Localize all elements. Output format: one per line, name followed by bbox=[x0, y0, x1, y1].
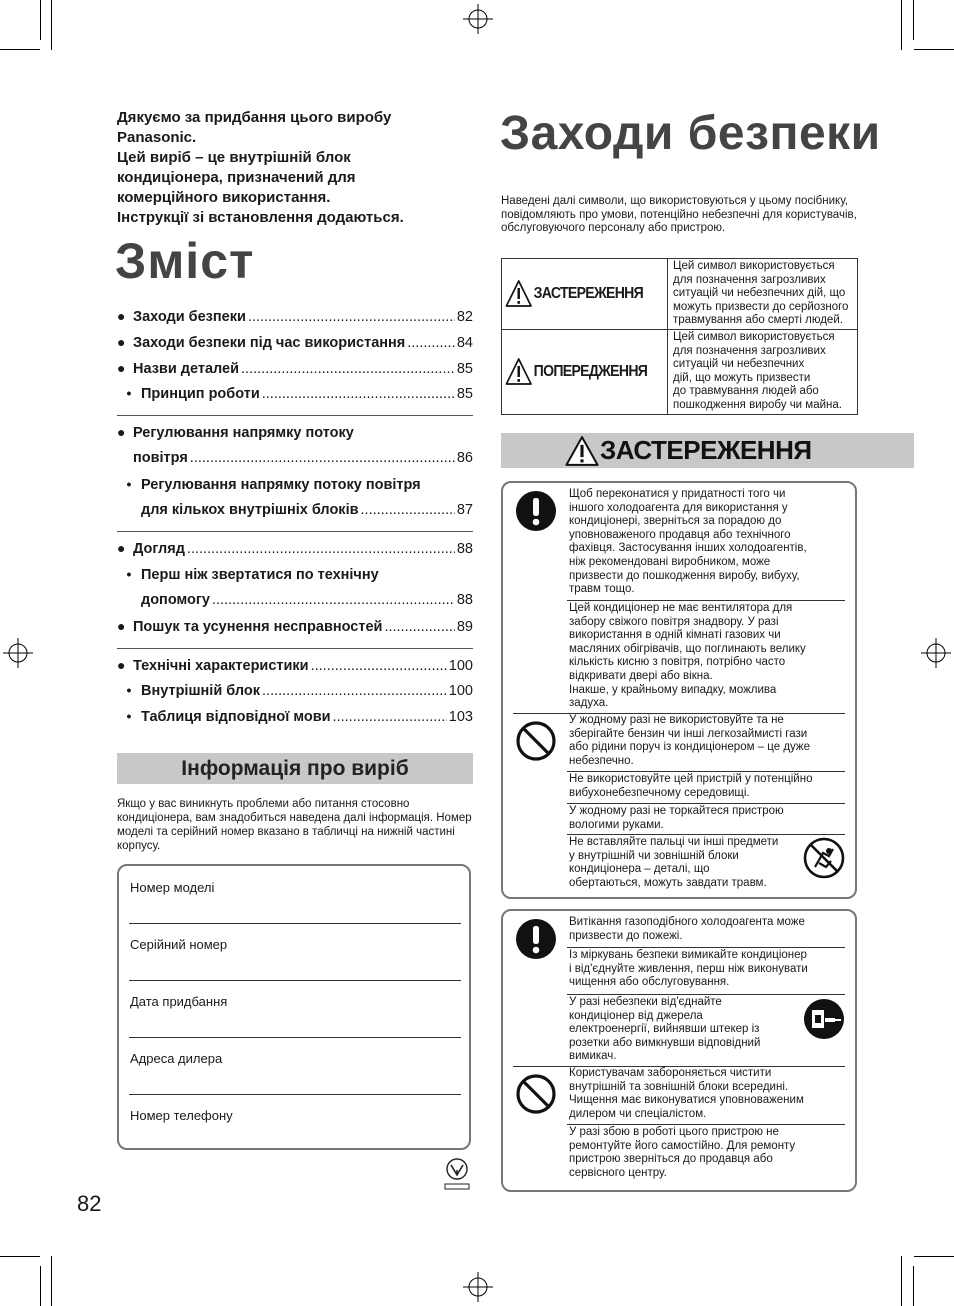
phone-number-field[interactable] bbox=[129, 1094, 461, 1151]
intro-text bbox=[117, 108, 467, 228]
item-line: Із міркувань безпеки вимикайте кондиціонер bbox=[569, 949, 807, 961]
toc-entry[interactable] bbox=[117, 334, 473, 360]
description-line: Цей символ використовується bbox=[673, 260, 835, 272]
product-info-heading: Інформація про виріб bbox=[117, 753, 473, 784]
intro-line: Panasonic. bbox=[117, 129, 197, 146]
toc-section bbox=[117, 540, 473, 648]
toc-entry-continuation[interactable] bbox=[117, 450, 473, 476]
item-line: чищення або обслуговування. bbox=[569, 976, 730, 989]
description-line: можуть призвести до серйозного bbox=[673, 300, 849, 313]
item-line: у внутрішній чи зовнішній блоки bbox=[569, 849, 739, 862]
warning-item bbox=[567, 995, 845, 1066]
bullet-icon: • bbox=[126, 385, 132, 402]
dealer-address-field[interactable] bbox=[129, 1037, 461, 1094]
warning-item bbox=[567, 915, 845, 948]
purchase-date-field[interactable] bbox=[129, 980, 461, 1037]
symbol-row bbox=[502, 329, 858, 414]
item-line: забору свіжого повітря знадвору. У разі bbox=[569, 615, 779, 628]
certification-mark-icon bbox=[444, 1158, 470, 1190]
item-line: кондиціонер від джерела bbox=[569, 1009, 703, 1022]
bullet-icon: • bbox=[126, 708, 132, 725]
toc-entry-text: Перш ніж звертатися по технічну bbox=[141, 567, 379, 584]
warning-item bbox=[567, 1066, 845, 1125]
warning-heading-text: ЗАСТЕРЕЖЕННЯ bbox=[600, 435, 812, 465]
warning-panel bbox=[501, 481, 857, 899]
leader-dots bbox=[212, 592, 455, 608]
item-line: задуха. bbox=[569, 697, 609, 710]
symbol-label-text: ПОПЕРЕДЖЕННЯ bbox=[533, 362, 648, 380]
registration-mark-icon bbox=[463, 4, 493, 34]
toc-entry-page: 87 bbox=[456, 501, 473, 518]
toc-entry-text: Догляд bbox=[133, 541, 185, 558]
description-line: для позначення загрозливих bbox=[673, 344, 826, 357]
field-label: Номер моделі bbox=[130, 880, 215, 895]
item-line: ремонтуйте його самостійно. Для ремонту bbox=[569, 1139, 796, 1152]
crop-mark bbox=[901, 1256, 902, 1306]
crop-mark bbox=[40, 1266, 41, 1306]
bullet-icon: • bbox=[126, 566, 132, 583]
warning-item bbox=[567, 487, 845, 601]
item-line: У жодному разі не торкайтеся пристрою bbox=[569, 805, 784, 817]
toc-subentry[interactable] bbox=[117, 566, 473, 592]
model-number-field[interactable] bbox=[129, 866, 461, 923]
item-line: Чищення має виконуватися уповноваженим bbox=[569, 1094, 804, 1107]
bullet-icon: • bbox=[126, 682, 132, 699]
toc-entry-page: 89 bbox=[456, 618, 473, 635]
bullet-icon: ● bbox=[117, 656, 126, 673]
symbol-row bbox=[502, 259, 858, 330]
toc-entry-text: Пошук та усунення несправностей bbox=[133, 618, 383, 635]
toc-entry-text: Назви деталей bbox=[133, 360, 240, 377]
leader-dots bbox=[361, 502, 455, 518]
crop-mark bbox=[901, 0, 902, 50]
item-line: розетки або вимкнувши відповідний bbox=[569, 1036, 761, 1049]
description-line: ситуацій чи небезпечних bbox=[673, 358, 805, 371]
symbol-cell bbox=[502, 259, 668, 330]
leader-dots bbox=[187, 541, 455, 557]
crop-mark bbox=[51, 1256, 52, 1306]
prohibited-icon bbox=[515, 1073, 557, 1115]
item-line: кількість кисню з повітря, потрібно часто bbox=[569, 656, 786, 669]
warning-item bbox=[567, 948, 845, 995]
toc-entry-text: Принцип роботи bbox=[141, 386, 260, 403]
toc-entry-page: 84 bbox=[456, 334, 473, 351]
warning-item bbox=[567, 772, 845, 804]
leader-dots bbox=[190, 450, 455, 466]
registration-mark-icon bbox=[921, 638, 951, 668]
item-line: вологими руками. bbox=[569, 818, 664, 831]
intro-line: комерційного використання. bbox=[117, 189, 331, 206]
field-label: Дата придбання bbox=[130, 994, 228, 1009]
item-line: Інакше, у крайньому випадку, можлива bbox=[569, 683, 777, 696]
warning-item bbox=[567, 804, 845, 835]
toc-section bbox=[117, 657, 473, 738]
item-line: відкривати двері або вікна. bbox=[569, 669, 713, 682]
bullet-icon: ● bbox=[117, 308, 126, 324]
warning-heading bbox=[501, 433, 914, 468]
item-line: уповноваженого продавця або технічного bbox=[569, 528, 791, 541]
item-line: зберігайте бензин чи інші легкозаймисті гази bbox=[569, 727, 808, 740]
safety-title: Заходи безпеки bbox=[500, 107, 881, 160]
warning-triangle-icon bbox=[506, 358, 532, 385]
toc-entry[interactable] bbox=[117, 657, 473, 683]
toc-entry-page: 100 bbox=[448, 683, 473, 700]
item-line: небезпечно. bbox=[569, 754, 634, 767]
intro-line: Інструкції зі встановлення додаються. bbox=[117, 209, 404, 226]
item-line: ніж рекомендовані виробником, може bbox=[569, 555, 771, 568]
crop-mark bbox=[51, 0, 52, 50]
item-line: вибухонебезпечному середовищі. bbox=[569, 786, 750, 799]
item-line: електроенергії, вийнявши штекер із bbox=[569, 1023, 760, 1036]
toc-entry-text: Технічні характеристики bbox=[133, 657, 309, 674]
description-line: дій, що можуть призвести bbox=[673, 371, 811, 384]
toc-subentry[interactable] bbox=[117, 385, 473, 411]
item-line: Цей кондиціонер не має вентилятора для bbox=[569, 602, 793, 614]
product-info-text: Якщо у вас виникнуть проблеми або питання стосовно кондиціонера, вам знадобиться наведена далі інформація. Номер моделі та серійний номер вказано в табличці на нижній частині корпусу. bbox=[117, 798, 472, 852]
intro-line: Дякуємо за придбання цього виробу bbox=[117, 109, 392, 126]
intro-line: Цей виріб – це внутрішній блок bbox=[117, 149, 351, 166]
leader-dots bbox=[262, 683, 447, 699]
leader-dots bbox=[333, 709, 447, 725]
toc-entry[interactable] bbox=[117, 360, 473, 386]
registration-mark-icon bbox=[463, 1272, 493, 1302]
field-label: Номер телефону bbox=[130, 1108, 233, 1123]
caution-symbol-label bbox=[502, 358, 647, 385]
toc-entry-text: для кількох внутрішніх блоків bbox=[141, 501, 359, 518]
toc-entry-continuation[interactable] bbox=[117, 592, 473, 618]
toc-section bbox=[117, 424, 473, 532]
leader-dots bbox=[248, 309, 455, 325]
unplug-icon bbox=[803, 998, 845, 1040]
toc-entry-page: 103 bbox=[448, 709, 473, 726]
leader-dots bbox=[407, 335, 455, 351]
toc-entry-text: Регулювання напрямку потоку повітря bbox=[141, 476, 421, 493]
leader-dots bbox=[384, 619, 454, 635]
item-line: У разі збою в роботі цього пристрою не bbox=[569, 1126, 779, 1138]
warning-item bbox=[567, 1125, 845, 1188]
item-line: Витікання газоподібного холодоагента може bbox=[569, 916, 805, 928]
toc-entry-text: Заходи безпеки під час використання bbox=[133, 334, 406, 351]
toc-entry-text: Таблиця відповідної мови bbox=[141, 709, 331, 726]
mandatory-group bbox=[513, 483, 845, 714]
crop-mark bbox=[913, 0, 914, 40]
item-line: У жодному разі не використовуйте та не bbox=[569, 714, 784, 726]
toc-entry-page: 88 bbox=[456, 591, 473, 608]
toc-entry-page: 82 bbox=[456, 309, 473, 325]
item-line: Не використовуйте цей пристрій у потенційно bbox=[569, 773, 813, 785]
warning-panel bbox=[501, 909, 857, 1192]
serial-number-field[interactable] bbox=[129, 923, 461, 980]
item-line: кондиціонері, зверніться за порадою до bbox=[569, 515, 782, 528]
item-line: іншого холодоагента для використання у bbox=[569, 501, 788, 514]
table-of-contents bbox=[117, 308, 473, 746]
crop-mark bbox=[0, 1256, 40, 1257]
warning-item bbox=[567, 835, 845, 897]
prohibited-group bbox=[513, 1066, 845, 1190]
item-line: фахівця. Застосування інших холодоагентів, bbox=[569, 542, 807, 555]
intro-line: кондиціонера, призначений для bbox=[117, 169, 356, 186]
toc-subentry[interactable] bbox=[117, 476, 473, 502]
prohibited-icon bbox=[515, 720, 557, 762]
toc-entry-text: Регулювання напрямку потоку bbox=[133, 425, 354, 442]
safety-intro: Наведені далі символи, що використовуються у цьому посібнику, повідомляють про умови, потенційно небезпечні для користувачів, обслуговуючого персоналу або пристрою. bbox=[501, 195, 857, 234]
description-line: до травмування людей або bbox=[673, 385, 819, 398]
bullet-icon: ● bbox=[117, 333, 126, 350]
toc-entry[interactable] bbox=[117, 308, 473, 334]
toc-entry-page: 85 bbox=[456, 386, 473, 403]
bullet-icon: ● bbox=[117, 540, 126, 557]
item-line: вимикач. bbox=[569, 1050, 617, 1063]
item-line: У разі небезпеки від'єднайте bbox=[569, 996, 722, 1008]
description-line: ситуацій чи небезпечних дій, що bbox=[673, 287, 846, 300]
item-line: травм тощо. bbox=[569, 583, 635, 596]
toc-entry-continuation[interactable] bbox=[117, 502, 473, 528]
toc-entry-page: 88 bbox=[456, 541, 473, 558]
symbol-description bbox=[668, 259, 858, 330]
warning-symbol-label bbox=[502, 280, 647, 307]
item-line: Користувачам забороняється чистити bbox=[569, 1067, 772, 1079]
symbol-description bbox=[668, 329, 858, 414]
mandatory-action-icon bbox=[515, 918, 557, 960]
leader-dots bbox=[311, 658, 447, 674]
page-number: 82 bbox=[77, 1191, 102, 1216]
product-info-form bbox=[117, 864, 471, 1150]
crop-mark bbox=[914, 1256, 954, 1257]
leader-dots bbox=[241, 361, 455, 377]
toc-subentry[interactable] bbox=[117, 708, 473, 734]
warning-item bbox=[567, 601, 845, 713]
description-line: пошкодження виробу чи майна. bbox=[673, 398, 842, 411]
item-line: Не вставляйте пальці чи інші предмети bbox=[569, 836, 779, 848]
toc-entry[interactable] bbox=[117, 540, 473, 566]
toc-entry-text: Заходи безпеки bbox=[133, 309, 246, 325]
item-line: використання в одній кімнаті газових чи bbox=[569, 629, 781, 642]
item-line: кондиціонера – деталі, що bbox=[569, 863, 710, 876]
item-line: обертаються, можуть завдати травм. bbox=[569, 876, 767, 889]
item-line: сервісного центру. bbox=[569, 1166, 667, 1179]
item-line: або рідини поруч із кондиціонером – це дуже bbox=[569, 741, 811, 754]
symbol-label-text: ЗАСТЕРЕЖЕННЯ bbox=[533, 285, 644, 303]
toc-entry-page: 85 bbox=[456, 360, 473, 377]
mandatory-group bbox=[513, 911, 845, 1067]
toc-entry-page: 86 bbox=[456, 449, 473, 466]
bullet-icon: ● bbox=[117, 617, 126, 634]
warning-item bbox=[567, 713, 845, 772]
toc-entry-text: Внутрішній блок bbox=[141, 683, 261, 700]
item-line: і від'єднуйте живлення, перш ніж виконувати bbox=[569, 962, 808, 975]
toc-entry-page: 100 bbox=[448, 657, 473, 674]
crop-mark bbox=[914, 49, 954, 50]
crop-mark bbox=[40, 0, 41, 40]
toc-entry-text: повітря bbox=[133, 449, 188, 466]
warning-triangle-icon bbox=[506, 280, 532, 307]
symbol-cell bbox=[502, 329, 668, 414]
item-line: призвести до пошкодження виробу, вибуху, bbox=[569, 569, 800, 582]
crop-mark bbox=[913, 1266, 914, 1306]
warning-triangle-icon bbox=[565, 436, 599, 466]
toc-section bbox=[117, 308, 473, 416]
leader-dots bbox=[262, 386, 455, 402]
toc-subentry[interactable] bbox=[117, 682, 473, 708]
toc-title: Зміст bbox=[115, 233, 255, 289]
crop-mark bbox=[0, 49, 40, 50]
item-line: масляних обігрівачів, що поглинають велику bbox=[569, 642, 806, 655]
field-label: Адреса дилера bbox=[130, 1051, 223, 1066]
toc-entry[interactable] bbox=[117, 618, 473, 644]
toc-entry[interactable] bbox=[117, 424, 473, 450]
description-line: для позначення загрозливих bbox=[673, 273, 826, 286]
item-line: дилером чи спеціалістом. bbox=[569, 1107, 707, 1120]
symbol-legend-table bbox=[501, 258, 858, 415]
description-line: травмування або смерті людей. bbox=[673, 314, 843, 327]
toc-entry-text: допомогу bbox=[141, 591, 210, 608]
bullet-icon: • bbox=[126, 475, 132, 492]
item-line: Щоб переконатися у придатності того чи bbox=[569, 488, 786, 500]
description-line: Цей символ використовується bbox=[673, 330, 835, 343]
bullet-icon: ● bbox=[117, 359, 126, 376]
item-line: внутрішній та зовнішній блоки всередині. bbox=[569, 1080, 789, 1093]
mandatory-action-icon bbox=[515, 490, 557, 532]
registration-mark-icon bbox=[3, 638, 33, 668]
field-label: Серійний номер bbox=[130, 937, 228, 952]
no-fingers-icon bbox=[803, 837, 845, 879]
prohibited-group bbox=[513, 713, 845, 897]
item-line: пристрою зверніться до продавця або bbox=[569, 1153, 773, 1166]
item-line: призвести до пожежі. bbox=[569, 929, 683, 942]
bullet-icon: ● bbox=[117, 424, 126, 441]
